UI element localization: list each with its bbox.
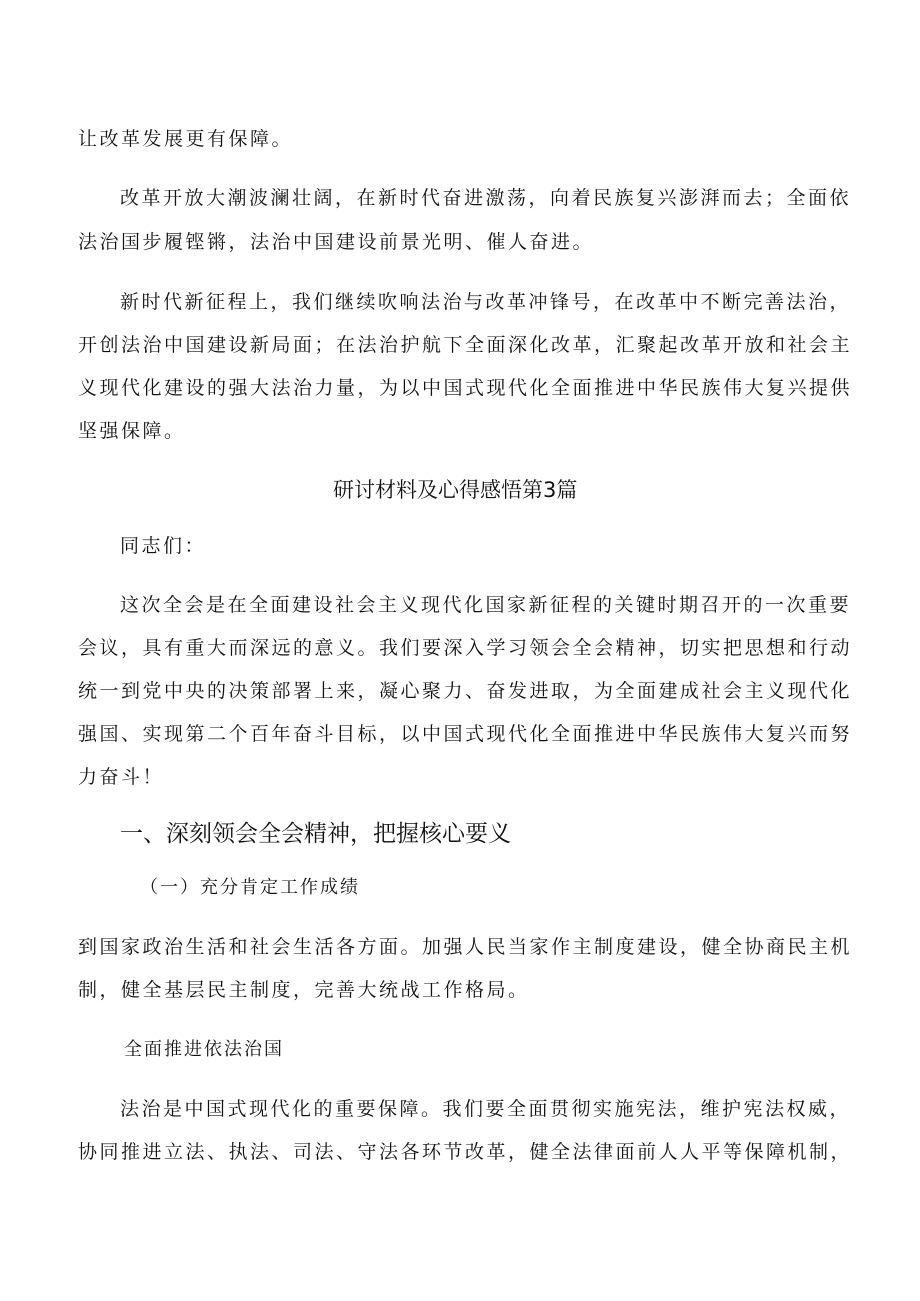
- paragraph-plenary-line-1: 这次全会是在全面建设社会主义现代化国家新征程的关键时期召开的一次重要: [120, 594, 852, 616]
- heading-1: 一、深刻领会全会精神，把握核心要义: [120, 821, 511, 847]
- paragraph-new-era-line-2: 开创法治中国建设新局面；在法治护航下全面深化改革，汇聚起改革开放和社会主: [78, 334, 853, 356]
- paragraph-plenary-line-5: 力奋斗！: [78, 766, 165, 788]
- paragraph-democracy-line-1: 到国家政治生活和社会生活各方面。加强人民当家作主制度建设，健全协商民主机: [78, 936, 853, 958]
- salutation: 同志们：: [120, 535, 207, 557]
- paragraph-reform-line-1: 改革开放大潮波澜壮阔，在新时代奋进激荡，向着民族复兴澎湃而去；全面依: [120, 187, 852, 209]
- paragraph-new-era-line-3: 义现代化建设的强大法治力量，为以中国式现代化全面推进中华民族伟大复兴提供: [78, 377, 853, 399]
- paragraph-plenary-line-3: 统一到党中央的决策部署上来，凝心聚力、奋发进取，为全面建成社会主义现代化: [78, 680, 853, 702]
- paragraph-plenary-line-4: 强国、实现第二个百年奋斗目标，以中国式现代化全面推进中华民族伟大复兴而努: [78, 723, 853, 745]
- subheading-2: 全面推进依法治国: [124, 1039, 284, 1060]
- section-title: 研讨材料及心得感悟第3篇: [333, 478, 578, 502]
- paragraph-rule-of-law-line-2: 协同推进立法、执法、司法、守法各环节改革，健全法律面前人人平等保障机制，: [78, 1141, 853, 1163]
- paragraph-rule-of-law-line-1: 法治是中国式现代化的重要保障。我们要全面贯彻实施宪法，维护宪法权威，: [120, 1098, 852, 1120]
- subheading-1: （一）充分肯定工作成绩: [140, 877, 360, 898]
- paragraph-democracy-line-2: 制，健全基层民主制度，完善大统战工作格局。: [78, 979, 530, 1001]
- paragraph-reform-line-2: 法治国步履铿锵，法治中国建设前景光明、催人奋进。: [78, 231, 595, 253]
- paragraph-new-era-line-1: 新时代新征程上，我们继续吹响法治与改革冲锋号，在改革中不断完善法治，: [120, 291, 852, 313]
- paragraph-plenary-line-2: 会议，具有重大而深远的意义。我们要深入学习领会全会精神，切实把思想和行动: [78, 637, 853, 659]
- paragraph-continuation-line-1: 让改革发展更有保障。: [78, 128, 294, 150]
- paragraph-new-era-line-4: 坚强保障。: [78, 420, 186, 442]
